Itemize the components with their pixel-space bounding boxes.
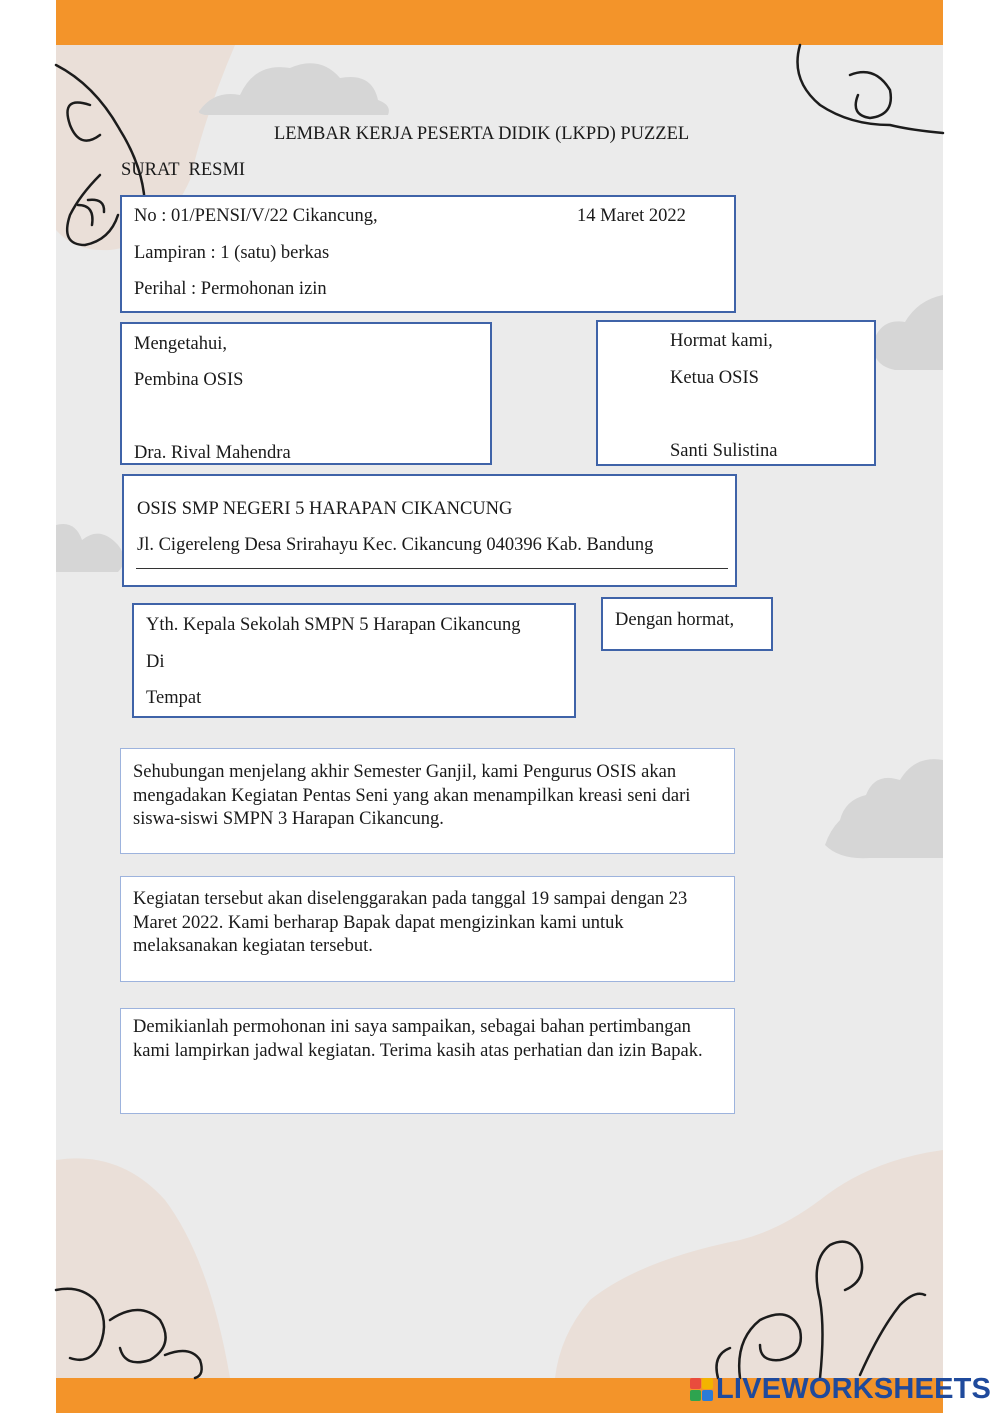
paragraph-box-1[interactable] — [120, 748, 735, 854]
liveworksheets-logo — [690, 1374, 991, 1404]
letter-subject: Perihal : Permohonan izin — [134, 279, 327, 299]
letterhead-org: OSIS SMP NEGERI 5 HARAPAN CIKANCUNG — [137, 499, 513, 519]
worksheet-title: LEMBAR KERJA PESERTA DIDIK (LKPD) PUZZEL — [274, 124, 690, 144]
paragraph-2: Kegiatan tersebut akan diselenggarakan pada tanggal 19 sampai dengan 23 Maret 2022. Kami berharap Bapak dapat mengizinkan kami untuk melaksanakan kegiatan tersebut. — [133, 889, 688, 956]
letterhead-divider — [136, 568, 728, 569]
paragraph-box-3[interactable] — [120, 1008, 735, 1114]
sincerely-box[interactable] — [596, 320, 876, 466]
sincerely-label: Hormat kami, — [670, 331, 773, 351]
paragraph-box-2[interactable] — [120, 876, 735, 982]
recipient-box[interactable] — [132, 603, 576, 718]
letterhead-address: Jl. Cigereleng Desa Srirahayu Kec. Cikancung 040396 Kab. Bandung — [137, 535, 654, 555]
acknowledged-role: Pembina OSIS — [134, 370, 244, 390]
sincerely-role: Ketua OSIS — [670, 368, 759, 388]
worksheet-subtitle: SURAT RESMI — [121, 160, 246, 180]
letterhead-box[interactable] — [122, 474, 737, 587]
greeting-box[interactable] — [601, 597, 773, 651]
letter-attachment: Lampiran : 1 (satu) berkas — [134, 243, 330, 263]
acknowledged-box[interactable] — [120, 322, 492, 465]
recipient-line3: Tempat — [146, 688, 202, 708]
acknowledged-label: Mengetahui, — [134, 334, 227, 354]
letter-info-box[interactable] — [120, 195, 736, 313]
recipient-line2: Di — [146, 652, 165, 672]
sincerely-name: Santi Sulistina — [670, 441, 778, 461]
letter-date: 14 Maret 2022 — [577, 206, 686, 226]
paragraph-1: Sehubungan menjelang akhir Semester Ganjil, kami Pengurus OSIS akan mengadakan Kegiatan Pentas Seni yang akan menampilkan kreasi seni dari siswa-siswi SMPN 3 Harapan Cikancung. — [133, 762, 691, 829]
acknowledged-name: Dra. Rival Mahendra — [134, 443, 291, 463]
liveworksheets-wordmark: LIVEWORKSHEETS — [716, 1372, 992, 1405]
recipient-line1: Yth. Kepala Sekolah SMPN 5 Harapan Cikancung — [146, 615, 521, 635]
paragraph-3: Demikianlah permohonan ini saya sampaikan, sebagai bahan pertimbangan kami lampirkan jadwal kegiatan. Terima kasih atas perhatian dan izin Bapak. — [133, 1017, 703, 1061]
letter-number: No : 01/PENSI/V/22 Cikancung, — [134, 206, 378, 226]
greeting-text: Dengan hormat, — [615, 610, 735, 630]
liveworksheets-icon — [690, 1378, 713, 1401]
